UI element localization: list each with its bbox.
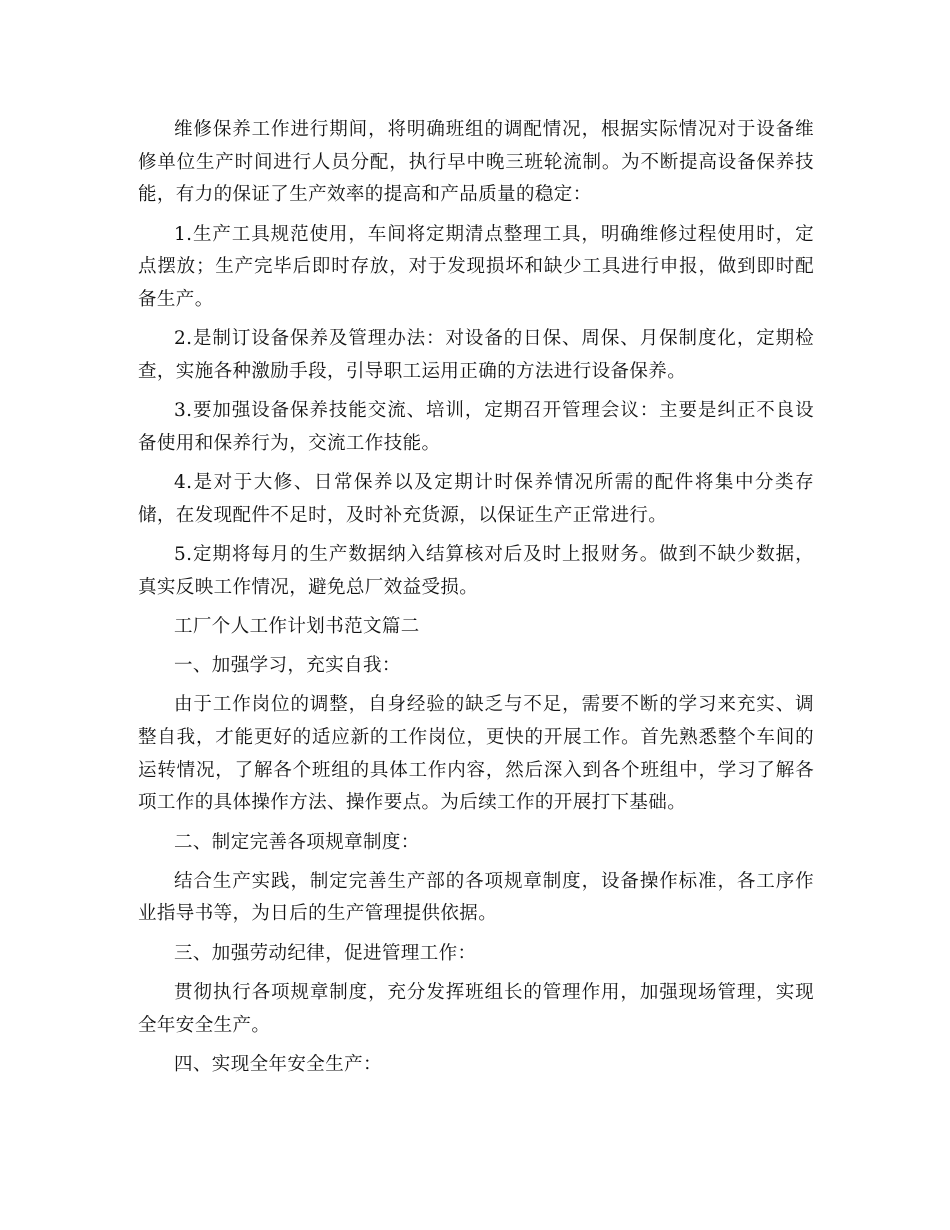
paragraph-intro: 维修保养工作进行期间，将明确班组的调配情况，根据实际情况对于设备维修单位生产时间进行人员分配，执行早中晚三班轮流制。为不断提高设备保养技能，有力的保证了生产效率的提高和产品质量的稳定： — [138, 119, 814, 206]
heading-rules: 二、制定完善各项规章制度： — [174, 831, 420, 853]
heading-discipline: 三、加强劳动纪律，促进管理工作： — [174, 942, 477, 964]
heading-study: 一、加强学习，充实自我： — [174, 655, 401, 677]
section-title: 工厂个人工作计划书范文篇二 — [174, 615, 420, 637]
paragraph-item-2: 2.是制订设备保养及管理办法：对设备的日保、周保、月保制度化，定期检查，实施各种激励手段，引导职工运用正确的方法进行设备保养。 — [138, 328, 814, 382]
paragraph-item-3: 3.要加强设备保养技能交流、培训，定期召开管理会议：主要是纠正不良设备使用和保养行为，交流工作技能。 — [138, 400, 814, 454]
paragraph-item-4: 4.是对于大修、日常保养以及定期计时保养情况所需的配件将集中分类存储，在发现配件不足时，及时补充货源，以保证生产正常进行。 — [138, 472, 814, 526]
paragraph-discipline: 贯彻执行各项规章制度，充分发挥班组长的管理作用，加强现场管理，实现全年安全生产。 — [138, 981, 814, 1036]
paragraph-item-5: 5.定期将每月的生产数据纳入结算核对后及时上报财务。做到不缺少数据，真实反映工作情况，避免总厂效益受损。 — [138, 543, 814, 598]
document-body — [138, 114, 814, 1088]
heading-safety: 四、实现全年安全生产： — [174, 1053, 382, 1075]
paragraph-rules: 结合生产实践，制定完善生产部的各项规章制度，设备操作标准，各工序作业指导书等，为日后的生产管理提供依据。 — [138, 870, 814, 925]
paragraph-study: 由于工作岗位的调整，自身经验的缺乏与不足，需要不断的学习来充实、调整自我，才能更好的适应新的工作岗位，更快的开展工作。首先熟悉整个车间的运转情况，了解各个班组的具体工作内容，然后深入到各个班组中，学习了解各项工作的具体操作方法、操作要点。为后续工作的开展打下基础。 — [138, 694, 814, 814]
paragraph-item-1: 1.生产工具规范使用，车间将定期清点整理工具，明确维修过程使用时，定点摆放；生产完毕后即时存放，对于发现损坏和缺少工具进行申报，做到即时配备生产。 — [138, 223, 814, 311]
